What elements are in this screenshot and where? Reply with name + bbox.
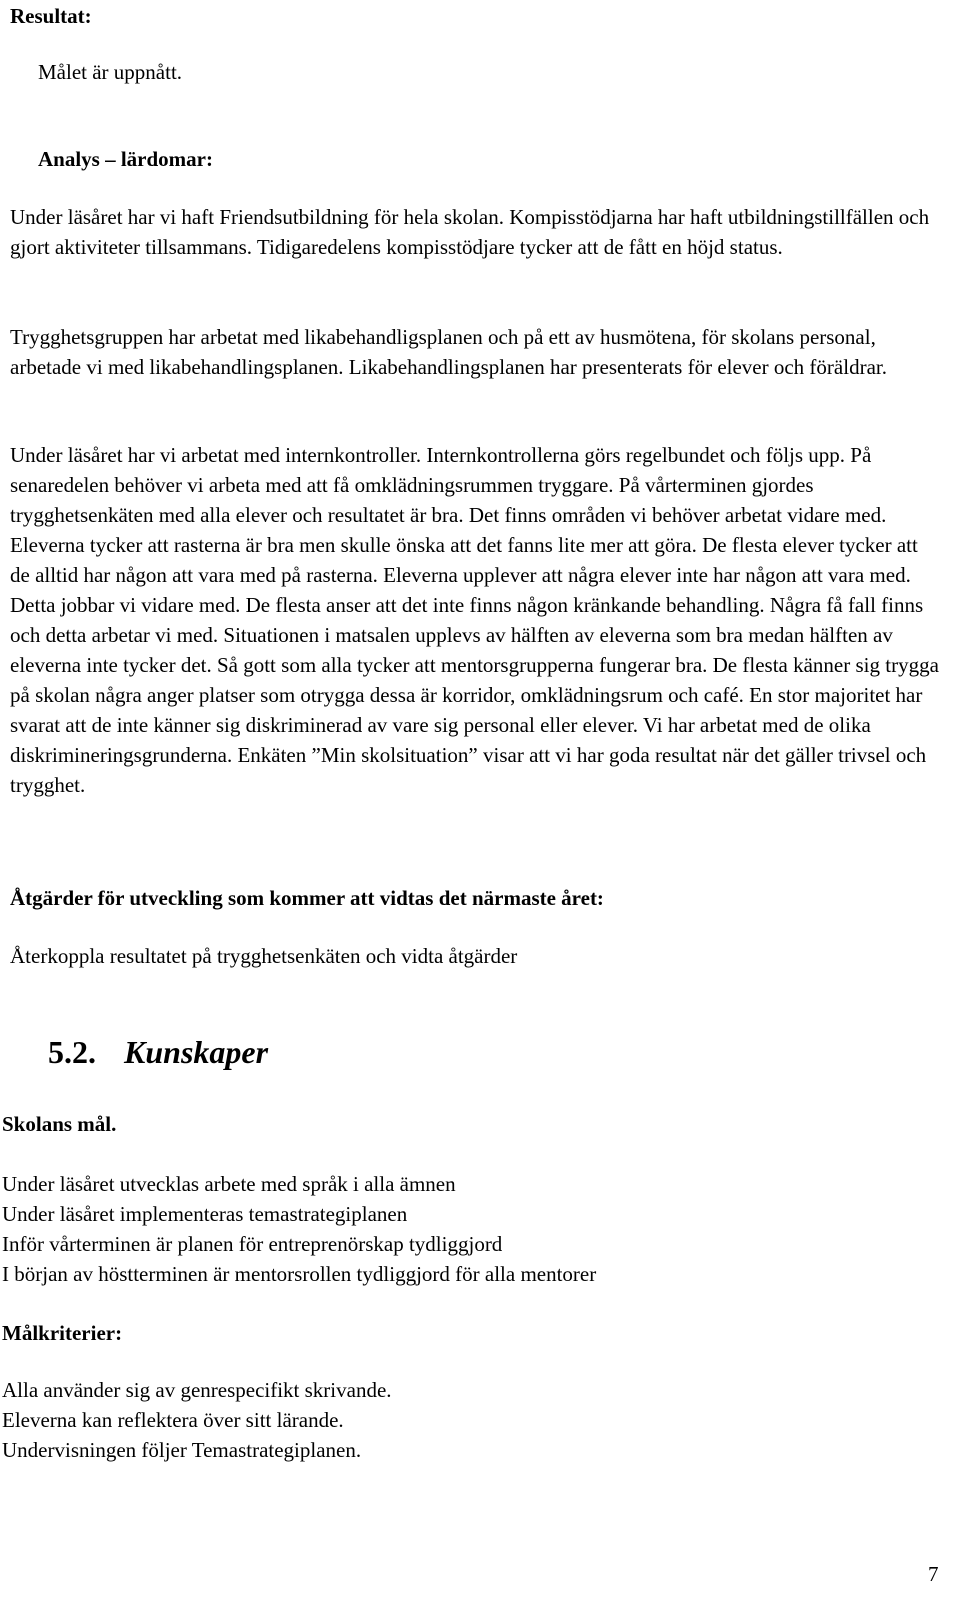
- page-number: 7: [928, 1562, 939, 1586]
- malkriterier-heading: Målkriterier:: [2, 1321, 123, 1345]
- list-item: Under läsåret utvecklas arbete med språk i alla ämnen: [2, 1172, 456, 1196]
- section-heading: [48, 1032, 268, 1072]
- section-number: 5.2.: [48, 1034, 96, 1070]
- malkriterier-list: [2, 1375, 392, 1465]
- skolans-mal-list: [2, 1169, 596, 1289]
- list-item: Under läsåret implementeras temastrategiplanen: [2, 1202, 408, 1226]
- analys-heading: Analys – lärdomar:: [38, 147, 213, 171]
- list-item: Alla använder sig av genrespecifikt skrivande.: [2, 1378, 392, 1402]
- resultat-text: Målet är uppnått.: [38, 60, 183, 84]
- atgarder-heading: Åtgärder för utveckling som kommer att vidtas det närmaste året:: [10, 886, 604, 910]
- analys-paragraph-3: Under läsåret har vi arbetat med internkontroller. Internkontrollerna görs regelbundet och följs upp. På senaredelen behöver vi arbeta med att få omklädningsrummen tryggare. På vårterminen gjordes trygghetsenkäten med alla elever och resultatet är bra. Det finns områden vi behöver arbetat vidare med. Eleverna tycker att rasterna är bra men skulle önska att det fanns lite mer att göra. De flesta elever tycker att de alltid har någon att vara med på rasterna. Eleverna upplever att några elever inte har någon att vara med. Detta jobbar vi vidare med. De flesta anser att det inte finns någon kränkande behandling. Några få fall finns och detta arbetar vi med. Situationen i matsalen upplevs av hälften av eleverna som bra medan hälften av eleverna inte tycker det. Så gott som alla tycker att mentorsgrupperna fungerar bra. De flesta känner sig trygga på skolan några anger platser som otrygga dessa är korridor, omklädningsrum och café. En stor majoritet har svarat att de inte känner sig diskriminerad av vare sig personal eller elever. Vi har arbetat med de olika diskrimineringsgrunderna. Enkäten ”Min skolsituation” visar att vi har goda resultat när det gäller trivsel och trygghet.: [10, 443, 939, 797]
- section-title: Kunskaper: [124, 1034, 269, 1070]
- atgarder-text: Återkoppla resultatet på trygghetsenkäten och vidta åtgärder: [10, 944, 518, 968]
- list-item: Inför vårterminen är planen för entreprenörskap tydliggjord: [2, 1232, 503, 1256]
- list-item: Eleverna kan reflektera över sitt lärande.: [2, 1408, 344, 1432]
- skolans-mal-heading: Skolans mål.: [2, 1112, 117, 1136]
- list-item: I början av höstterminen är mentorsrollen tydliggjord för alla mentorer: [2, 1262, 597, 1286]
- resultat-heading: Resultat:: [10, 4, 92, 28]
- list-item: Undervisningen följer Temastrategiplanen.: [2, 1438, 362, 1462]
- analys-paragraph-1: Under läsåret har vi haft Friendsutbildning för hela skolan. Kompisstödjarna har haft utbildningstillfällen och gjort aktiviteter tillsammans. Tidigaredelens kompisstödjare tycker att de fått en höjd status.: [10, 205, 930, 259]
- analys-paragraph-2: Trygghetsgruppen har arbetat med likabehandligsplanen och på ett av husmötena, för skolans personal, arbetade vi med likabehandlingsplanen. Likabehandlingsplanen har presenterats för elever och föräldrar.: [10, 325, 887, 379]
